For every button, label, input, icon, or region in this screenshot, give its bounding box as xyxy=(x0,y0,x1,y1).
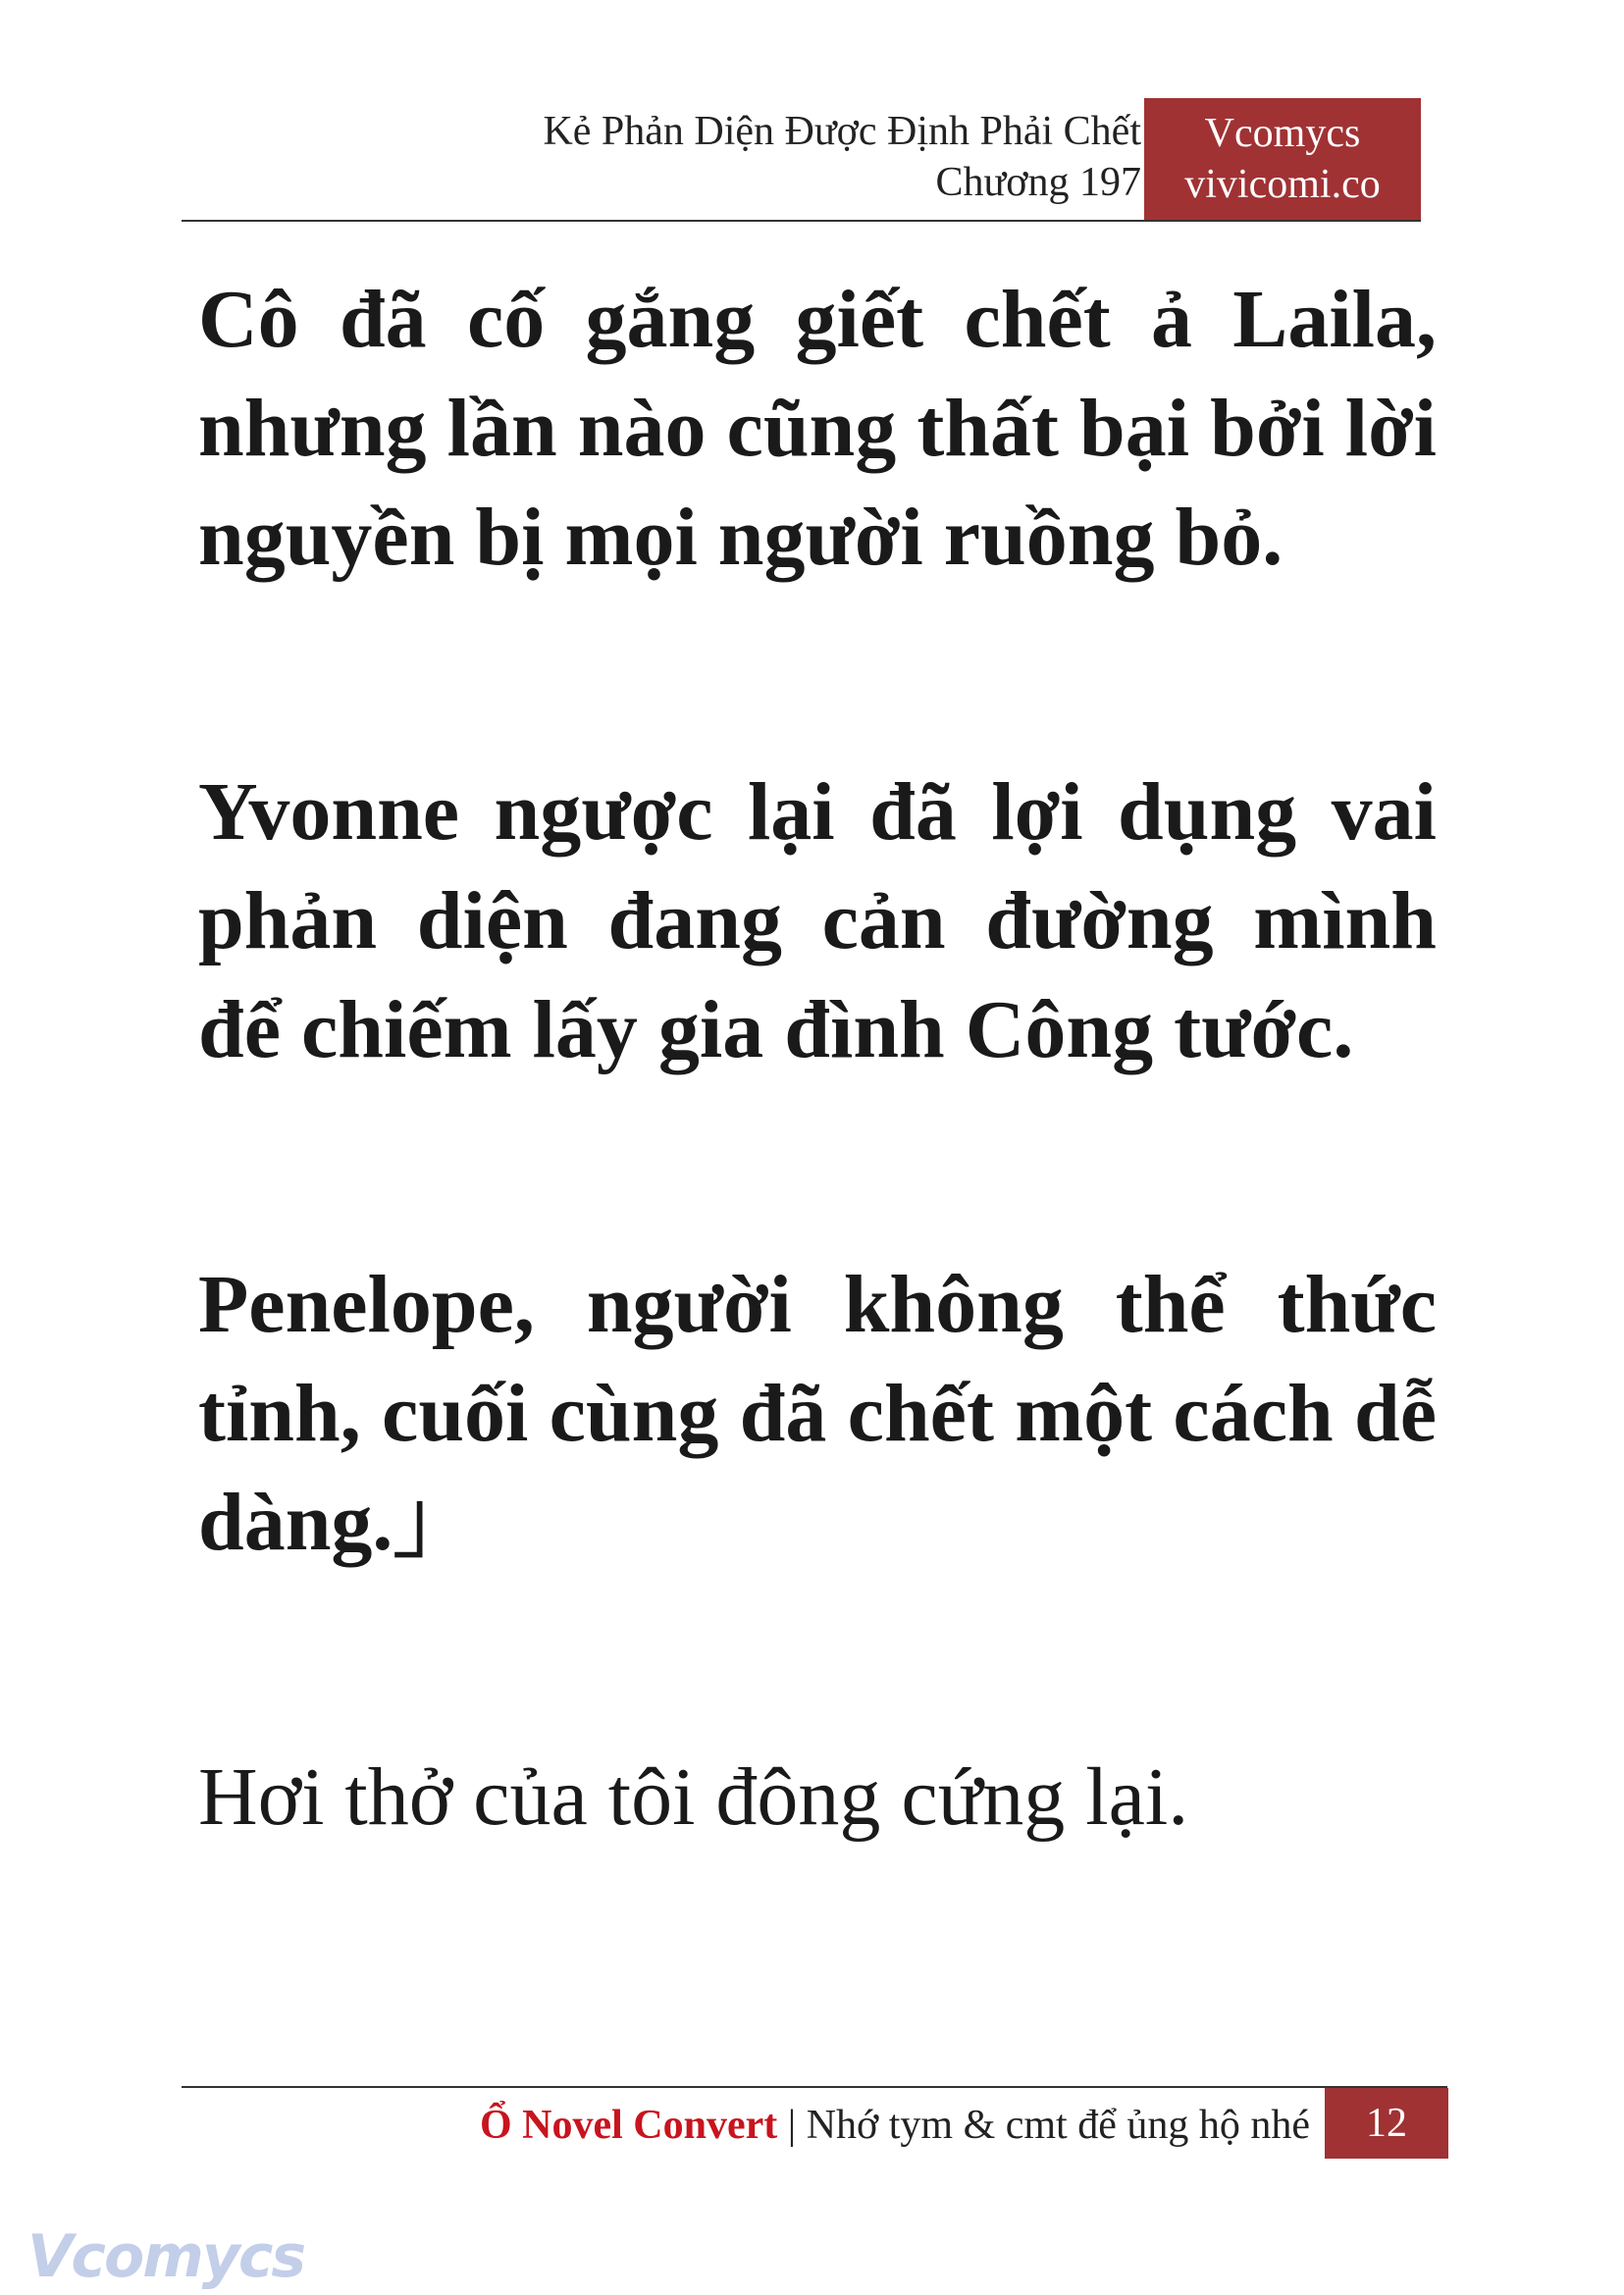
paragraph-1: Cô đã cố gắng giết chết ả Laila, nhưng lần nào cũng thất bại bởi lời nguyền bị mọi người ruồng bỏ. xyxy=(198,274,1437,583)
footer-brand: Ổ Novel Convert xyxy=(479,2103,778,2148)
footer-message: Nhớ tym & cmt để ủng hộ nhé xyxy=(806,2103,1310,2148)
site-badge xyxy=(1144,98,1421,220)
paragraph-2: Yvonne ngược lại đã lợi dụng vai phản diện đang cản đường mình để chiếm lấy gia đình Công tước. xyxy=(198,766,1437,1075)
chapter-label: Chương 197 xyxy=(935,160,1141,205)
header-divider xyxy=(182,220,1421,222)
footer-separator: | xyxy=(787,2103,797,2148)
badge-site-url: vivicomi.co xyxy=(1184,162,1381,207)
footer-credits xyxy=(480,2098,1310,2153)
badge-site-name: Vcomycs xyxy=(1204,111,1361,156)
page-number: 12 xyxy=(1325,2088,1448,2159)
watermark-logo: Vcomycs xyxy=(27,2222,305,2291)
paragraph-4: Hơi thở của tôi đông cứng lại. xyxy=(198,1751,1189,1843)
footer-divider xyxy=(182,2086,1447,2088)
book-title: Kẻ Phản Diện Được Định Phải Chết xyxy=(543,109,1141,154)
paragraph-3: Penelope, người không thể thức tỉnh, cuối cùng đã chết một cách dễ dàng.」 xyxy=(198,1259,1437,1568)
header-title-block xyxy=(543,106,1141,208)
